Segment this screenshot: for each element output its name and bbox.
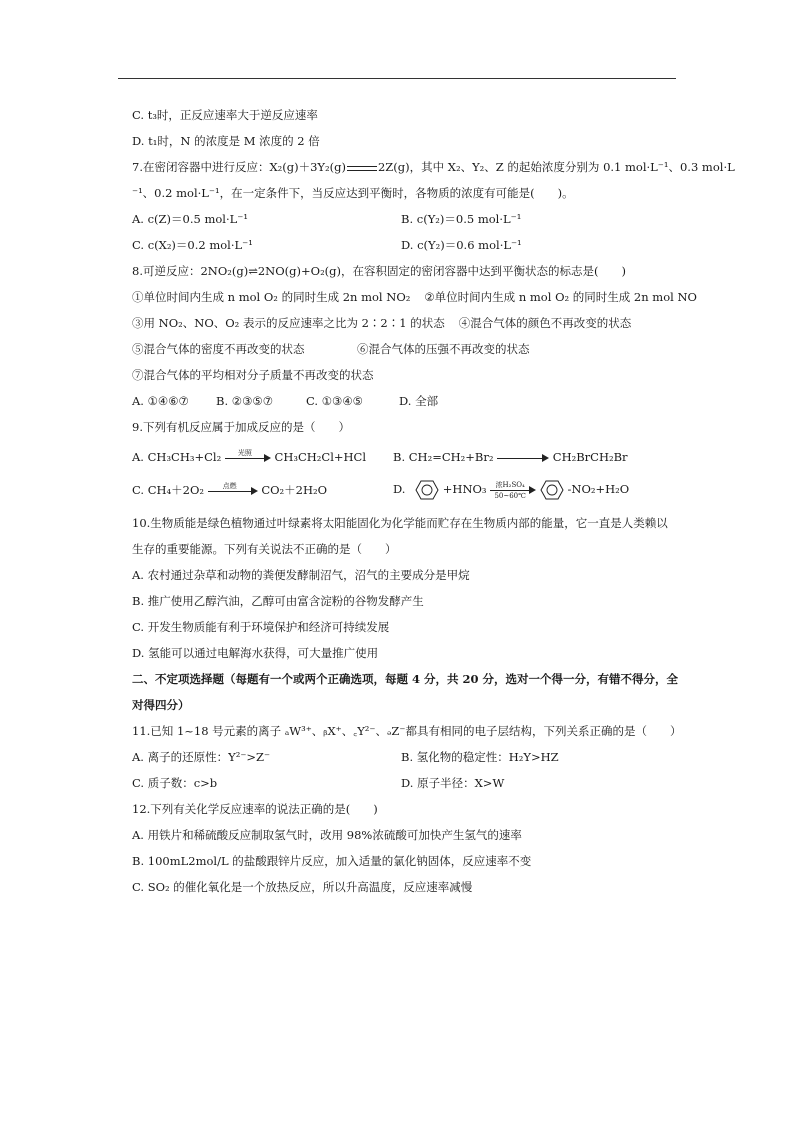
question-10-line2: 生存的重要能源。下列有关说法不正确的是（ ） bbox=[132, 542, 397, 556]
q8-item-3: ③用 NO₂、NO、O₂ 表示的反应速率之比为 2∶2∶1 的状态 bbox=[132, 316, 445, 330]
q9-option-a-left: A. CH₃CH₃+Cl₂ bbox=[132, 450, 222, 464]
q8-item-6: ⑥混合气体的压强不再改变的状态 bbox=[357, 342, 530, 356]
q7-suffix: 2Z(g)，其中 X₂、Y₂、Z 的起始浓度分别为 0.1 mol·L⁻¹、0.3 mol·L bbox=[377, 160, 735, 174]
q8-option-d: D. 全部 bbox=[399, 394, 439, 408]
q9-options-row2 bbox=[132, 481, 630, 500]
question-10-line1: 10.生物质能是绿色植物通过叶绿素将太阳能固化为化学能而贮存在生物质内部的能量，它一直是人类赖以 bbox=[132, 516, 668, 530]
q9-option-c-right: CO₂＋2H₂O bbox=[261, 483, 328, 497]
q9-a-condition: 光照 bbox=[237, 449, 252, 457]
q11-option-b: B. 氢化物的稳定性：H₂Y>HZ bbox=[401, 750, 559, 764]
q8-option-c: C. ①③④⑤ bbox=[306, 394, 363, 408]
q8-item-2: ②单位时间内生成 n mol O₂ 的同时生成 2n mol NO bbox=[424, 290, 697, 304]
q10-option-c: C. 开发生物质能有利于环境保护和经济可持续发展 bbox=[132, 620, 390, 634]
question-12: 12.下列有关化学反应速率的说法正确的是( ) bbox=[132, 802, 378, 816]
q8-item-5: ⑤混合气体的密度不再改变的状态 bbox=[132, 342, 305, 356]
q9-option-b bbox=[393, 450, 628, 465]
q12-option-c: C. SO₂ 的催化氧化是一个放热反应，所以升高温度，反应速率减慢 bbox=[132, 880, 473, 894]
reaction-arrow-icon bbox=[497, 451, 549, 465]
q11-options-row1 bbox=[132, 750, 559, 764]
q8-options bbox=[132, 394, 439, 408]
q8-items-row1 bbox=[132, 290, 697, 304]
q9-d-condition-top: 浓H₂SO₄ bbox=[495, 481, 525, 489]
q12-option-a: A. 用铁片和稀硫酸反应制取氢气时，改用 98%浓硫酸可加快产生氢气的速率 bbox=[132, 828, 522, 842]
q8-item-4: ④混合气体的颜色不再改变的状态 bbox=[458, 316, 632, 330]
q9-options-row1 bbox=[132, 449, 628, 465]
q8-item-1: ①单位时间内生成 n mol O₂ 的同时生成 2n mol NO₂ bbox=[132, 290, 411, 304]
reaction-arrow-icon bbox=[208, 484, 258, 498]
benzene-ring-icon bbox=[540, 480, 564, 500]
q9-option-d-right: -NO₂+H₂O bbox=[567, 482, 630, 496]
q8-items-row2 bbox=[132, 316, 631, 330]
q9-option-d-label: D. bbox=[393, 482, 406, 496]
q8-items-row3 bbox=[132, 342, 530, 356]
q7-option-c: C. c(X₂)＝0.2 mol·L⁻¹ bbox=[132, 238, 253, 252]
q9-option-b-right: CH₂BrCH₂Br bbox=[552, 450, 628, 464]
q7-options-row1 bbox=[132, 212, 522, 226]
q8-item-7: ⑦混合气体的平均相对分子质量不再改变的状态 bbox=[132, 368, 374, 382]
q9-c-condition: 点燃 bbox=[222, 482, 237, 490]
q9-option-a-right: CH₃CH₂Cl+HCl bbox=[274, 450, 367, 464]
equilibrium-arrow-icon bbox=[347, 163, 377, 173]
question-7-line1 bbox=[132, 160, 735, 174]
option-d-line: D. t₁时，N 的浓度是 M 浓度的 2 倍 bbox=[132, 134, 320, 148]
q10-option-d: D. 氢能可以通过电解海水获得，可大量推广使用 bbox=[132, 646, 379, 660]
q9-option-b-left: B. CH₂=CH₂+Br₂ bbox=[393, 450, 494, 464]
q9-d-condition-bottom: 50~60℃ bbox=[494, 492, 526, 500]
question-8: 8.可逆反应：2NO₂(g)⇌2NO(g)+O₂(g)，在容积固定的密闭容器中达到平衡状态的标志是( ) bbox=[132, 264, 626, 278]
q7-option-a: A. c(Z)＝0.5 mol·L⁻¹ bbox=[132, 212, 248, 226]
q7-options-row2 bbox=[132, 238, 522, 252]
section-2-heading-line2: 对得四分） bbox=[132, 698, 190, 712]
q11-option-d: D. 原子半径：X>W bbox=[401, 776, 505, 790]
q11-option-c: C. 质子数：c>b bbox=[132, 776, 218, 790]
q7-prefix: 7.在密闭容器中进行反应：X₂(g)＋3Y₂(g) bbox=[132, 160, 346, 174]
q11-option-a: A. 离子的还原性：Y²⁻>Z⁻ bbox=[132, 750, 271, 764]
q9-option-c-left: C. CH₄＋2O₂ bbox=[132, 483, 204, 497]
question-7-line2: ⁻¹、0.2 mol·L⁻¹，在一定条件下，当反应达到平衡时，各物质的浓度有可能是( )。 bbox=[132, 186, 574, 200]
reaction-arrow-icon bbox=[225, 451, 271, 465]
q10-option-b: B. 推广使用乙醇汽油，乙醇可由富含淀粉的谷物发酵产生 bbox=[132, 594, 424, 608]
q8-option-b: B. ②③⑤⑦ bbox=[216, 394, 274, 408]
question-11: 11.已知 1~18 号元素的离子 ₐW³⁺、ᵦX⁺、꜀Y²⁻、ₔZ⁻都具有相同的电子层结构，下列关系正确的是（ ） bbox=[132, 724, 682, 738]
q9-option-d bbox=[393, 480, 629, 500]
q10-option-a: A. 农村通过杂草和动物的粪便发酵制沼气，沼气的主要成分是甲烷 bbox=[132, 568, 470, 582]
q7-option-d: D. c(Y₂)＝0.6 mol·L⁻¹ bbox=[401, 238, 522, 252]
option-c-line: C. t₃时，正反应速率大于逆反应速率 bbox=[132, 108, 318, 122]
header-rule bbox=[118, 78, 676, 79]
q11-options-row2 bbox=[132, 776, 505, 790]
q9-option-d-mid: +HNO₃ bbox=[442, 482, 487, 496]
question-9: 9.下列有机反应属于加成反应的是（ ） bbox=[132, 420, 350, 434]
q12-option-b: B. 100mL2mol/L 的盐酸跟锌片反应，加入适量的氯化钠固体，反应速率不变 bbox=[132, 854, 532, 868]
section-2-heading-line1: 二、不定项选择题（每题有一个或两个正确选项，每题 4 分，共 20 分，选对一个得一分，有错不得分，全 bbox=[132, 672, 679, 686]
reaction-arrow-icon bbox=[490, 481, 536, 500]
q7-option-b: B. c(Y₂)＝0.5 mol·L⁻¹ bbox=[401, 212, 522, 226]
benzene-ring-icon bbox=[415, 480, 439, 500]
q8-option-a: A. ①④⑥⑦ bbox=[132, 394, 189, 408]
